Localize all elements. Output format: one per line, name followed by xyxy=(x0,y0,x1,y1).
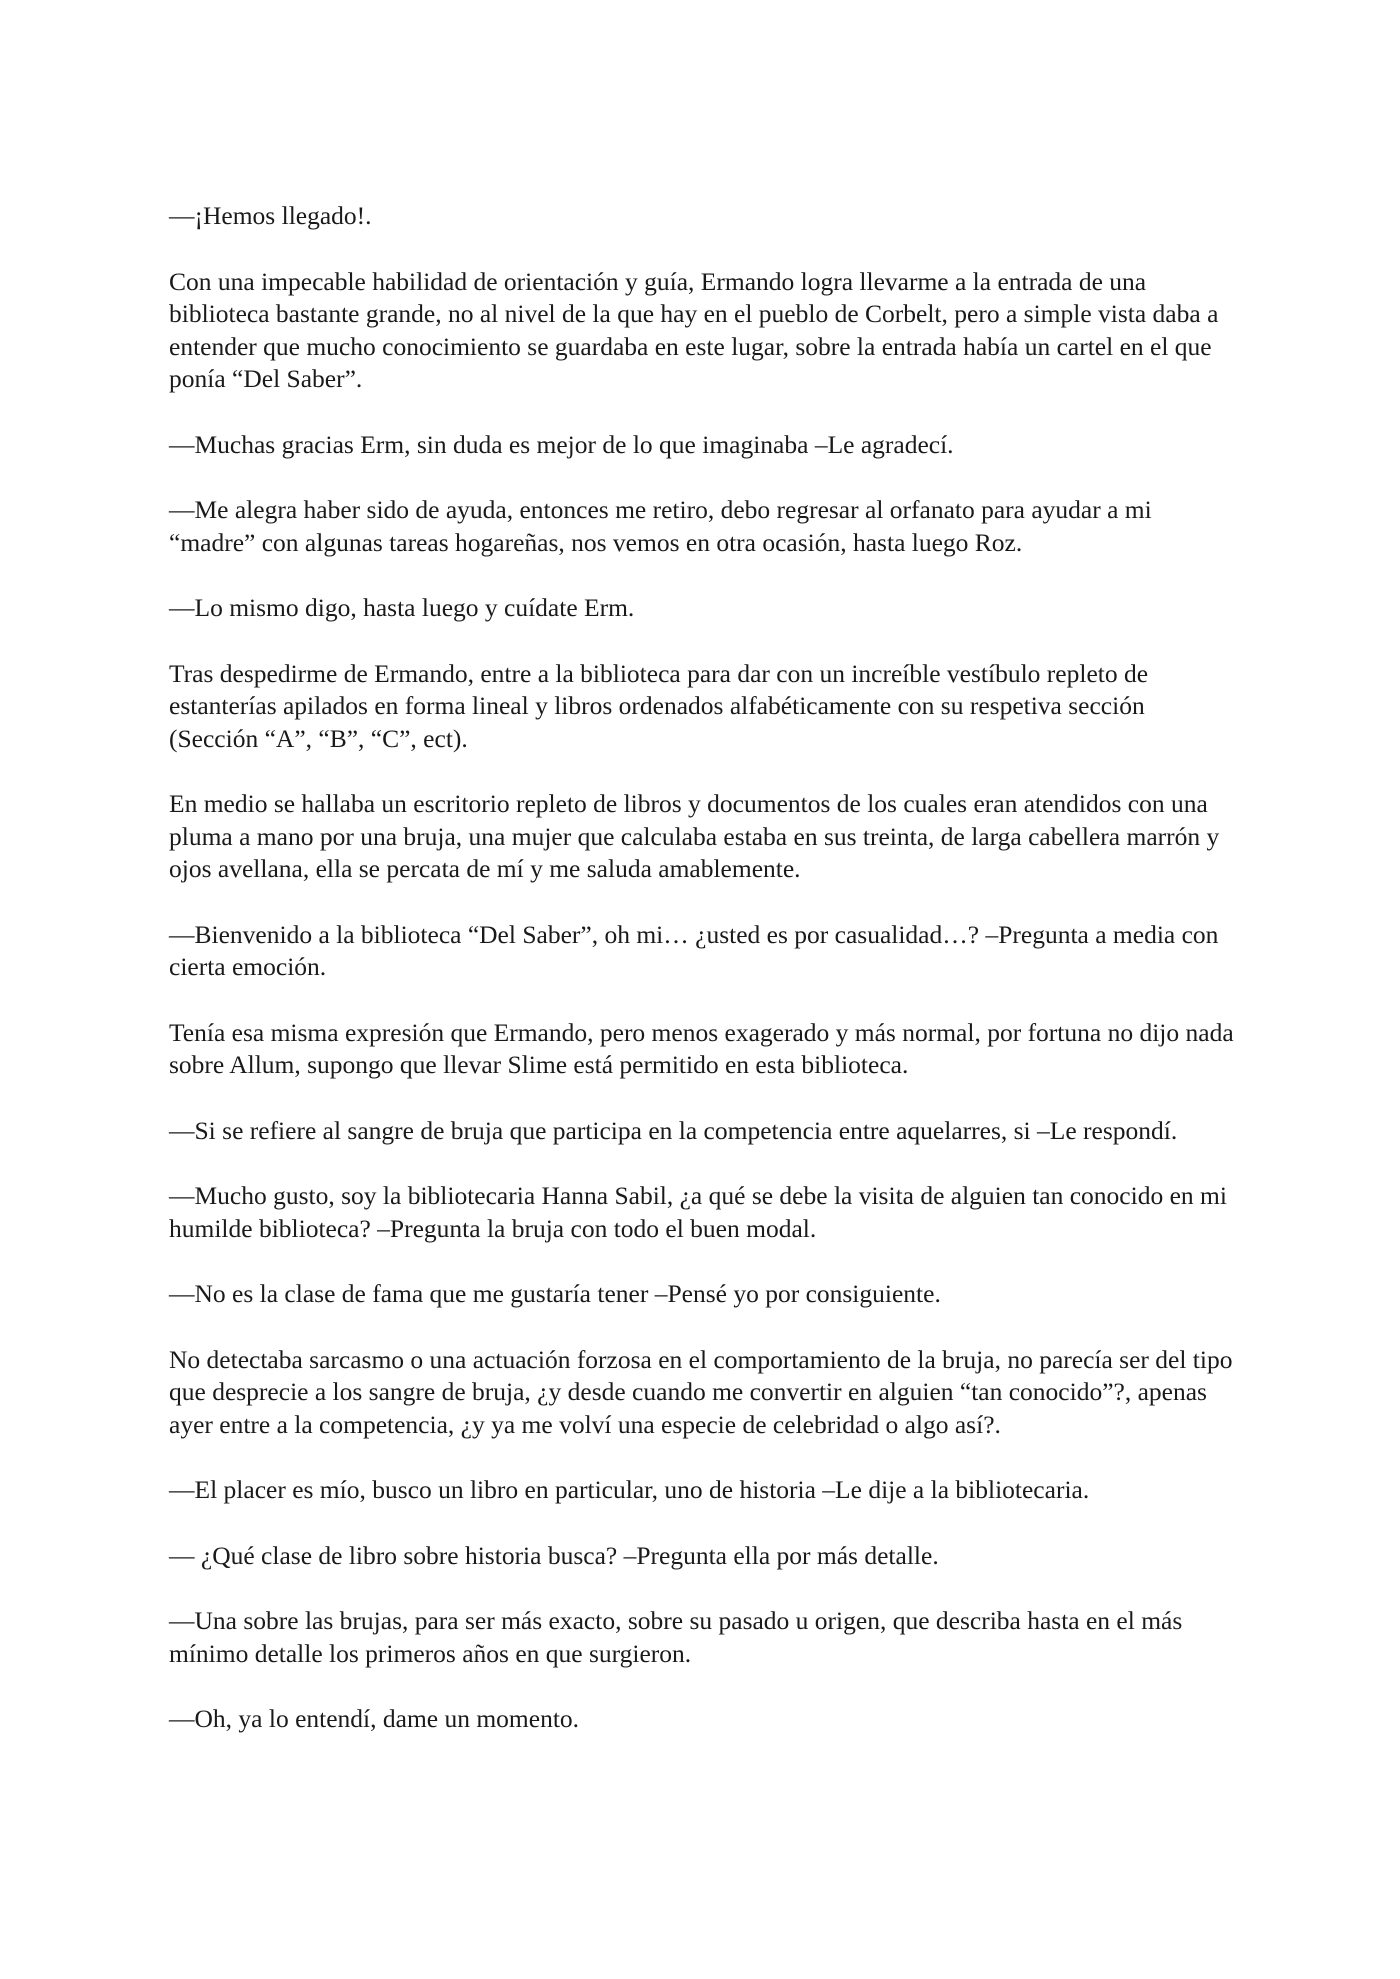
paragraph-14: —El placer es mío, busco un libro en particular, uno de historia –Le dije a la bibliotecaria. xyxy=(169,1475,1090,1504)
paragraph-10: —Si se refiere al sangre de bruja que participa en la competencia entre aquelarres, si –Le respondí. xyxy=(169,1115,1178,1145)
paragraph-12: —No es la clase de fama que me gustaría tener –Pensé yo por consiguiente. xyxy=(169,1279,941,1308)
document-body xyxy=(169,200,1239,1769)
paragraph-9: Tenía esa misma expresión que Ermando, pero menos exagerado y más normal, por fortuna no dijo nada sobre Allum, supongo que llevar Slime está permitido en esta biblioteca. xyxy=(169,1017,1234,1079)
paragraph-5: —Lo mismo digo, hasta luego y cuídate Erm. xyxy=(169,593,635,622)
paragraph-15: — ¿Qué clase de libro sobre historia busca? –Pregunta ella por más detalle. xyxy=(169,1540,939,1570)
paragraph-13: No detectaba sarcasmo o una actuación forzosa en el comportamiento de la bruja, no parecía ser del tipo que desprecie a los sangre de bruja, ¿y desde cuando me convertir en alguien “tan conocido”?, apenas ayer entre a la competencia, ¿y ya me volví una especie de celebridad o algo así?. xyxy=(169,1344,1233,1439)
paragraph-3: —Muchas gracias Erm, sin duda es mejor de lo que imaginaba –Le agradecí. xyxy=(169,429,954,459)
paragraph-2: Con una impecable habilidad de orientación y guía, Ermando logra llevarme a la entrada de una biblioteca bastante grande, no al nivel de la que hay en el pueblo de Corbelt, pero a simple vista daba a entender que mucho conocimiento se guardaba en este lugar, sobre la entrada había un cartel en el que ponía “Del Saber”. xyxy=(169,266,1219,393)
paragraph-16: —Una sobre las brujas, para ser más exacto, sobre su pasado u origen, que describa hasta en el más mínimo detalle los primeros años en que surgieron. xyxy=(169,1606,1183,1668)
paragraph-11: —Mucho gusto, soy la bibliotecaria Hanna Sabil, ¿a qué se debe la visita de alguien tan conocido en mi humilde biblioteca? –Pregunta la bruja con todo el buen modal. xyxy=(169,1181,1227,1243)
paragraph-4: —Me alegra haber sido de ayuda, entonces me retiro, debo regresar al orfanato para ayudar a mi “madre” con algunas tareas hogareñas, nos vemos en otra ocasión, hasta luego Roz. xyxy=(169,495,1152,557)
paragraph-8: —Bienvenido a la biblioteca “Del Saber”, oh mi… ¿usted es por casualidad…? –Pregunta a media con cierta emoción. xyxy=(169,919,1219,981)
paragraph-1: —¡Hemos llegado!. xyxy=(169,201,372,230)
paragraph-17: —Oh, ya lo entendí, dame un momento. xyxy=(169,1704,580,1733)
paragraph-6: Tras despedirme de Ermando, entre a la biblioteca para dar con un increíble vestíbulo repleto de estanterías apilados en forma lineal y libros ordenados alfabéticamente con su respetiva sección (Sección “A”, “B”, “C”, ect). xyxy=(169,658,1149,753)
paragraph-7: En medio se hallaba un escritorio repleto de libros y documentos de los cuales eran atendidos con una pluma a mano por una bruja, una mujer que calculaba estaba en sus treinta, de larga cabellera marrón y ojos avellana, ella se percata de mí y me saluda amablemente. xyxy=(169,789,1220,883)
